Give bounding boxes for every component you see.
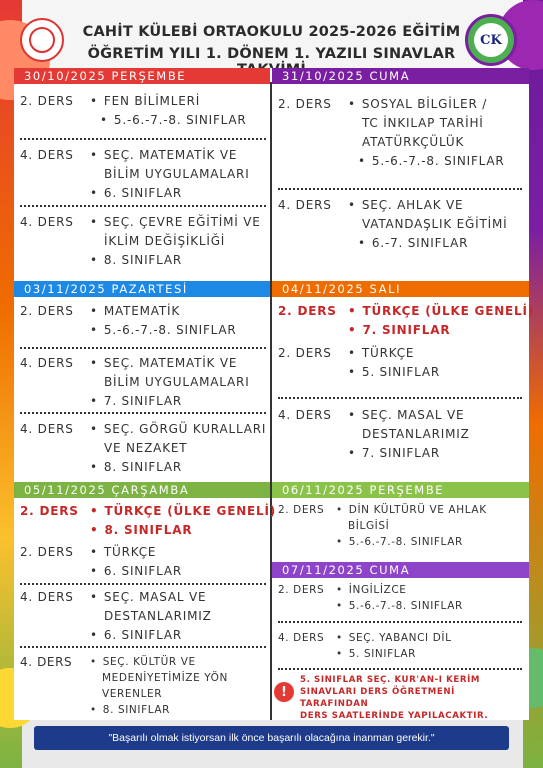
subject-cont: ATATÜRKÇÜLÜK bbox=[362, 135, 465, 149]
row-divider bbox=[20, 347, 266, 349]
subject: • SEÇ. AHLAK VE bbox=[348, 196, 507, 215]
grades: • 8. SINIFLAR bbox=[90, 458, 266, 477]
lesson-period: 4. DERS bbox=[278, 632, 325, 644]
grades: • 6. SINIFLAR bbox=[90, 184, 250, 203]
subject: • MATEMATİK bbox=[90, 302, 237, 321]
lesson-period: 2. DERS bbox=[278, 584, 325, 596]
subject: • TÜRKÇE (ÜLKE GENELİ) bbox=[90, 502, 276, 521]
lesson-period: 4. DERS bbox=[20, 215, 74, 229]
grades: • 5.-6.-7.-8. SINIFLAR bbox=[90, 321, 237, 340]
day-header-1: 30/10/2025 PERŞEMBE bbox=[14, 68, 270, 84]
subject: • FEN BİLİMLERİ bbox=[90, 92, 247, 111]
row-divider bbox=[20, 583, 266, 585]
lesson-period: 2. DERS bbox=[20, 304, 74, 318]
grades: • 5.-6.-7.-8. SINIFLAR bbox=[348, 152, 505, 171]
school-logo-text: CK bbox=[474, 23, 508, 57]
subject: • SOSYAL BİLGİLER / bbox=[348, 95, 505, 114]
subject: • SEÇ. GÖRGÜ KURALLARI bbox=[90, 420, 266, 439]
day-header-6: 06/11/2025 PERŞEMBE bbox=[272, 482, 529, 498]
subject-cont: BİLGİSİ bbox=[348, 520, 390, 532]
lesson-period: 4. DERS bbox=[20, 655, 73, 669]
subject: • TÜRKÇE bbox=[90, 543, 182, 562]
day-header-4: 04/11/2025 SALI bbox=[272, 281, 529, 297]
subject: • SEÇ. MATEMATİK VE bbox=[90, 354, 250, 373]
grades: • 6. SINIFLAR bbox=[90, 562, 182, 581]
subject: • SEÇ. ÇEVRE EĞİTİMİ VE bbox=[90, 213, 261, 232]
row-divider bbox=[20, 412, 266, 414]
grades: • 5.-6.-7.-8. SINIFLAR bbox=[90, 111, 247, 130]
grades: • 8. SINIFLAR bbox=[90, 251, 261, 270]
grades: • 8. SINIFLAR bbox=[90, 702, 228, 718]
lesson-period: 2. DERS bbox=[278, 504, 325, 516]
day-header-7: 07/11/2025 CUMA bbox=[272, 562, 529, 578]
grades: • 5.-6.-7.-8. SINIFLAR bbox=[336, 598, 463, 614]
row-divider bbox=[20, 205, 266, 207]
lesson-period: 2. DERS bbox=[20, 545, 74, 559]
subject-cont: DESTANLARIMIZ bbox=[104, 609, 212, 623]
lesson-period: 2. DERS bbox=[278, 346, 332, 360]
lesson-period: 4. DERS bbox=[20, 422, 74, 436]
column-divider bbox=[270, 82, 272, 720]
grades: • 6. SINIFLAR bbox=[90, 626, 212, 645]
lesson-period: 4. DERS bbox=[20, 356, 74, 370]
grades: • 5. SINIFLAR bbox=[348, 363, 440, 382]
lesson-period: 2. DERS bbox=[20, 94, 74, 108]
subject-cont: VATANDAŞLIK EĞİTİMİ bbox=[362, 217, 508, 231]
day-header-3: 03/11/2025 PAZARTESİ bbox=[14, 281, 270, 297]
page-header bbox=[0, 0, 543, 72]
lesson-period: 2. DERS bbox=[20, 504, 79, 518]
row-divider bbox=[20, 646, 266, 648]
notice bbox=[274, 672, 512, 721]
subject: • SEÇ. MATEMATİK VE bbox=[90, 146, 250, 165]
row-divider bbox=[20, 138, 266, 140]
grades: • 7. SINIFLAR bbox=[348, 444, 470, 463]
subject: • SEÇ. YABANCI DİL bbox=[336, 630, 452, 646]
page-title-line1: CAHİT KÜLEBİ ORTAOKULU 2025-2026 EĞİTİM bbox=[82, 24, 461, 40]
grades: • 7. SINIFLAR bbox=[90, 392, 250, 411]
warning-icon: ! bbox=[274, 682, 294, 702]
subject-cont: İKLİM DEĞİŞİKLİĞİ bbox=[104, 234, 226, 248]
subject: • DİN KÜLTÜRÜ VE AHLAK bbox=[336, 502, 487, 518]
day-header-2: 31/10/2025 CUMA bbox=[272, 68, 529, 84]
day-header-5: 05/11/2025 ÇARŞAMBA bbox=[14, 482, 270, 498]
subject-cont: DESTANLARIMIZ bbox=[362, 427, 470, 441]
motivational-quote: "Başarılı olmak istiyorsan ilk önce başarılı olacağına inanman gerekir." bbox=[34, 726, 509, 750]
meb-logo bbox=[20, 18, 64, 62]
grades: • 5.-6.-7.-8. SINIFLAR bbox=[336, 534, 487, 550]
row-divider bbox=[278, 621, 522, 623]
subject: • SEÇ. MASAL VE bbox=[90, 588, 212, 607]
lesson-period: 4. DERS bbox=[278, 408, 332, 422]
lesson-period: 4. DERS bbox=[20, 148, 74, 162]
grades: • 6.-7. SINIFLAR bbox=[348, 234, 507, 253]
subject: • TÜRKÇE bbox=[348, 344, 440, 363]
subject-cont: TC İNKILAP TARİHİ bbox=[362, 116, 484, 130]
lesson-period: 4. DERS bbox=[20, 590, 74, 604]
lesson-period: 4. DERS bbox=[278, 198, 332, 212]
subject-cont: MEDENİYETİMİZE YÖN bbox=[102, 672, 229, 684]
row-divider bbox=[278, 188, 522, 190]
subject: • SEÇ. KÜLTÜR VE bbox=[90, 654, 228, 670]
row-divider bbox=[278, 668, 522, 670]
subject-cont: VERENLER bbox=[102, 688, 163, 700]
lesson-period: 2. DERS bbox=[278, 97, 332, 111]
subject-cont: VE NEZAKET bbox=[104, 441, 188, 455]
subject: • TÜRKÇE (ÜLKE GENELİ) bbox=[348, 302, 534, 321]
page-title-line2: ÖĞRETİM YILI 1. DÖNEM 1. YAZILI SINAVLAR bbox=[87, 46, 456, 62]
subject-cont: BİLİM UYGULAMALARI bbox=[104, 167, 250, 181]
school-logo bbox=[465, 14, 517, 66]
grades: • 8. SINIFLAR bbox=[90, 521, 276, 540]
notice-text: 5. SINIFLAR SEÇ. KUR'AN-I KERİM SINAVLARI DERS ÖĞRETMENİ TARAFINDAN DERS SAATLERİNDE YAPILACAKTIR. bbox=[300, 675, 489, 721]
subject: • İNGİLİZCE bbox=[336, 582, 463, 598]
grades: • 5. SINIFLAR bbox=[336, 646, 452, 662]
row-divider bbox=[278, 397, 522, 399]
grades: • 7. SINIFLAR bbox=[348, 321, 534, 340]
lesson-period: 2. DERS bbox=[278, 304, 337, 318]
subject-cont: BİLİM UYGULAMALARI bbox=[104, 375, 250, 389]
subject: • SEÇ. MASAL VE bbox=[348, 406, 470, 425]
